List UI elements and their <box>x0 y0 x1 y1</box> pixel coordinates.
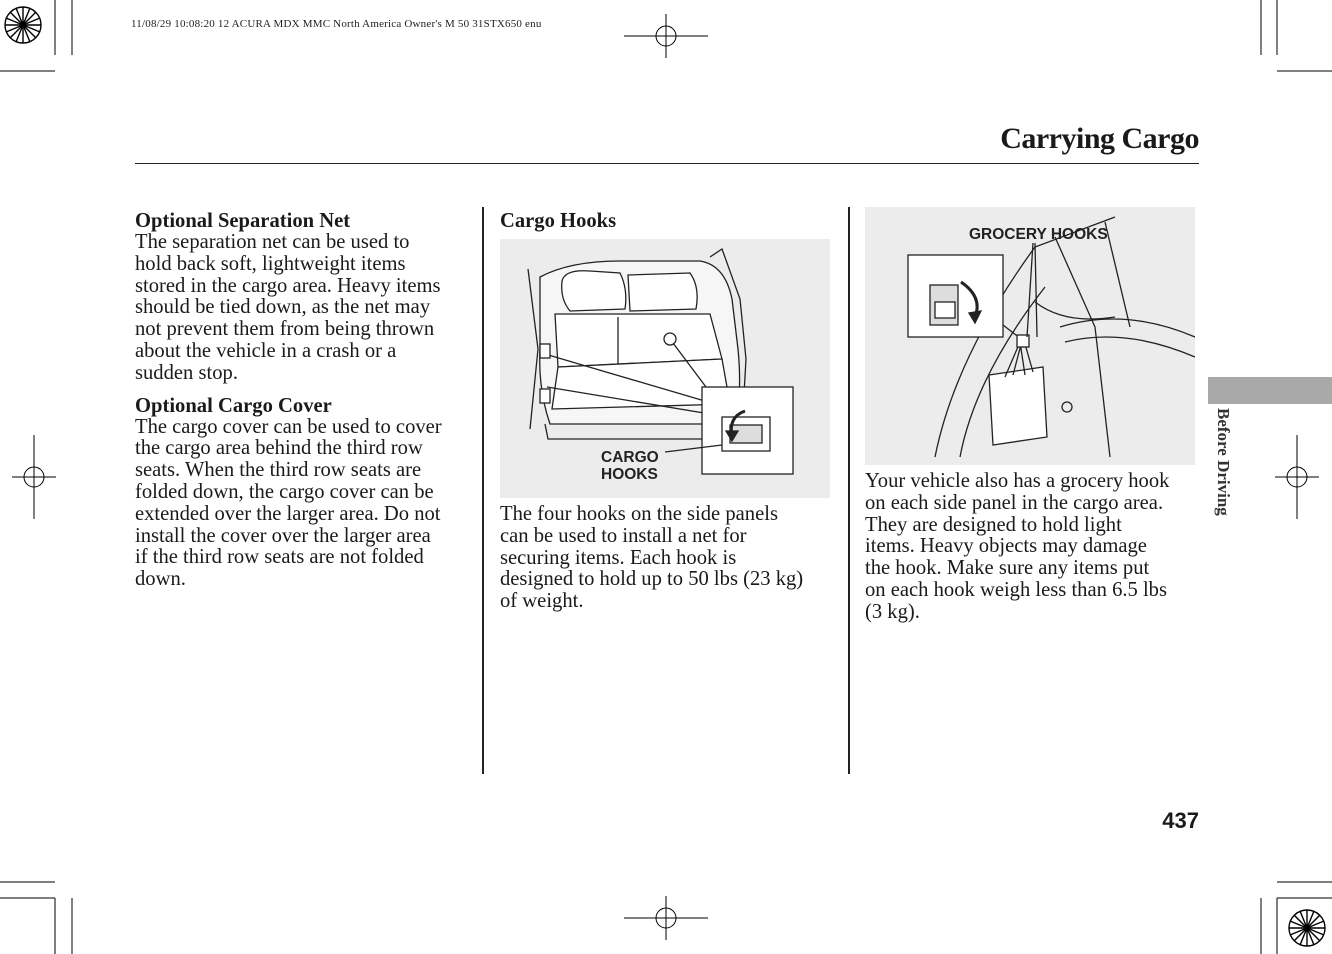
crosshair-bottom <box>624 896 708 940</box>
column-2 <box>500 210 835 232</box>
cargo-cover-line: if the third row seats are not folded <box>135 546 424 569</box>
cargo-hooks-line: The four hooks on the side panels <box>500 503 778 525</box>
section-tab-marker <box>1208 377 1332 404</box>
separation-net-line: stored in the cargo area. Heavy items <box>135 274 441 297</box>
cargo-hooks-line: securing items. Each hook is <box>500 546 737 569</box>
separation-net-line: not prevent them from being thrown <box>135 318 435 341</box>
page-title: Carrying Cargo <box>1000 122 1199 155</box>
separation-net-heading: Optional Separation Net <box>135 210 351 232</box>
cargo-cover-line: extended over the larger area. Do not <box>135 502 441 525</box>
grocery-hooks-line: on each side panel in the cargo area. <box>865 491 1164 514</box>
crosshair-top <box>624 14 708 58</box>
print-job-line: 11/08/29 10:08:20 12 ACURA MDX MMC North America Owner's M 50 31STX650 enu <box>131 18 542 30</box>
cargo-cover-line: the cargo area behind the third row <box>135 437 423 460</box>
cargo-hooks-heading: Cargo Hooks <box>500 210 617 232</box>
grocery-hooks-text <box>865 471 1205 624</box>
cargo-cover-line: down. <box>135 568 186 591</box>
title-divider <box>135 163 1199 164</box>
separation-net-line: The separation net can be used to <box>135 231 410 253</box>
cargo-hooks-line: designed to hold up to 50 lbs (23 kg) <box>500 568 804 591</box>
grocery-hooks-line: the hook. Make sure any items put <box>865 557 1150 580</box>
section-tab-label: Before Driving <box>1214 408 1233 516</box>
starburst-bottom-right <box>1289 910 1325 946</box>
cargo-hooks-line: can be used to install a net for <box>500 524 747 547</box>
cargo-hooks-label: CARGO HOOKS <box>601 449 659 483</box>
grocery-hooks-line: They are designed to hold light <box>865 513 1122 536</box>
grocery-hooks-line: on each hook weigh less than 6.5 lbs <box>865 578 1167 601</box>
grocery-hooks-line: items. Heavy objects may damage <box>865 535 1147 558</box>
separation-net-line: sudden stop. <box>135 361 238 384</box>
cargo-cover-heading: Optional Cargo Cover <box>135 394 332 417</box>
separation-net-line: hold back soft, lightweight items <box>135 252 406 275</box>
separation-net-line: should be tied down, as the net may <box>135 296 431 319</box>
grocery-hooks-figure <box>865 207 1195 465</box>
grocery-hook-illustration <box>865 207 1195 465</box>
cargo-hooks-figure <box>500 239 830 498</box>
cargo-cover-line: install the cover over the larger area <box>135 524 431 547</box>
cargo-cover-line: folded down, the cargo cover can be <box>135 480 434 503</box>
column-divider <box>482 207 484 774</box>
crosshair-left <box>12 435 56 519</box>
cargo-area-illustration <box>500 239 830 498</box>
grocery-hooks-line: Your vehicle also has a grocery hook <box>865 470 1170 492</box>
separation-net-line: about the vehicle in a crash or a <box>135 339 397 362</box>
crosshair-right <box>1275 435 1319 519</box>
column-1 <box>135 210 475 591</box>
column-divider <box>848 207 850 774</box>
grocery-hooks-label: GROCERY HOOKS <box>969 226 1108 243</box>
grocery-hooks-line: (3 kg). <box>865 600 920 623</box>
cargo-hooks-line: of weight. <box>500 590 584 613</box>
cargo-hooks-text <box>500 504 835 613</box>
cargo-cover-line: seats. When the third row seats are <box>135 459 422 482</box>
cargo-cover-line: The cargo cover can be used to cover <box>135 415 442 438</box>
page-number: 437 <box>1162 808 1199 833</box>
starburst-top-left <box>5 7 41 43</box>
